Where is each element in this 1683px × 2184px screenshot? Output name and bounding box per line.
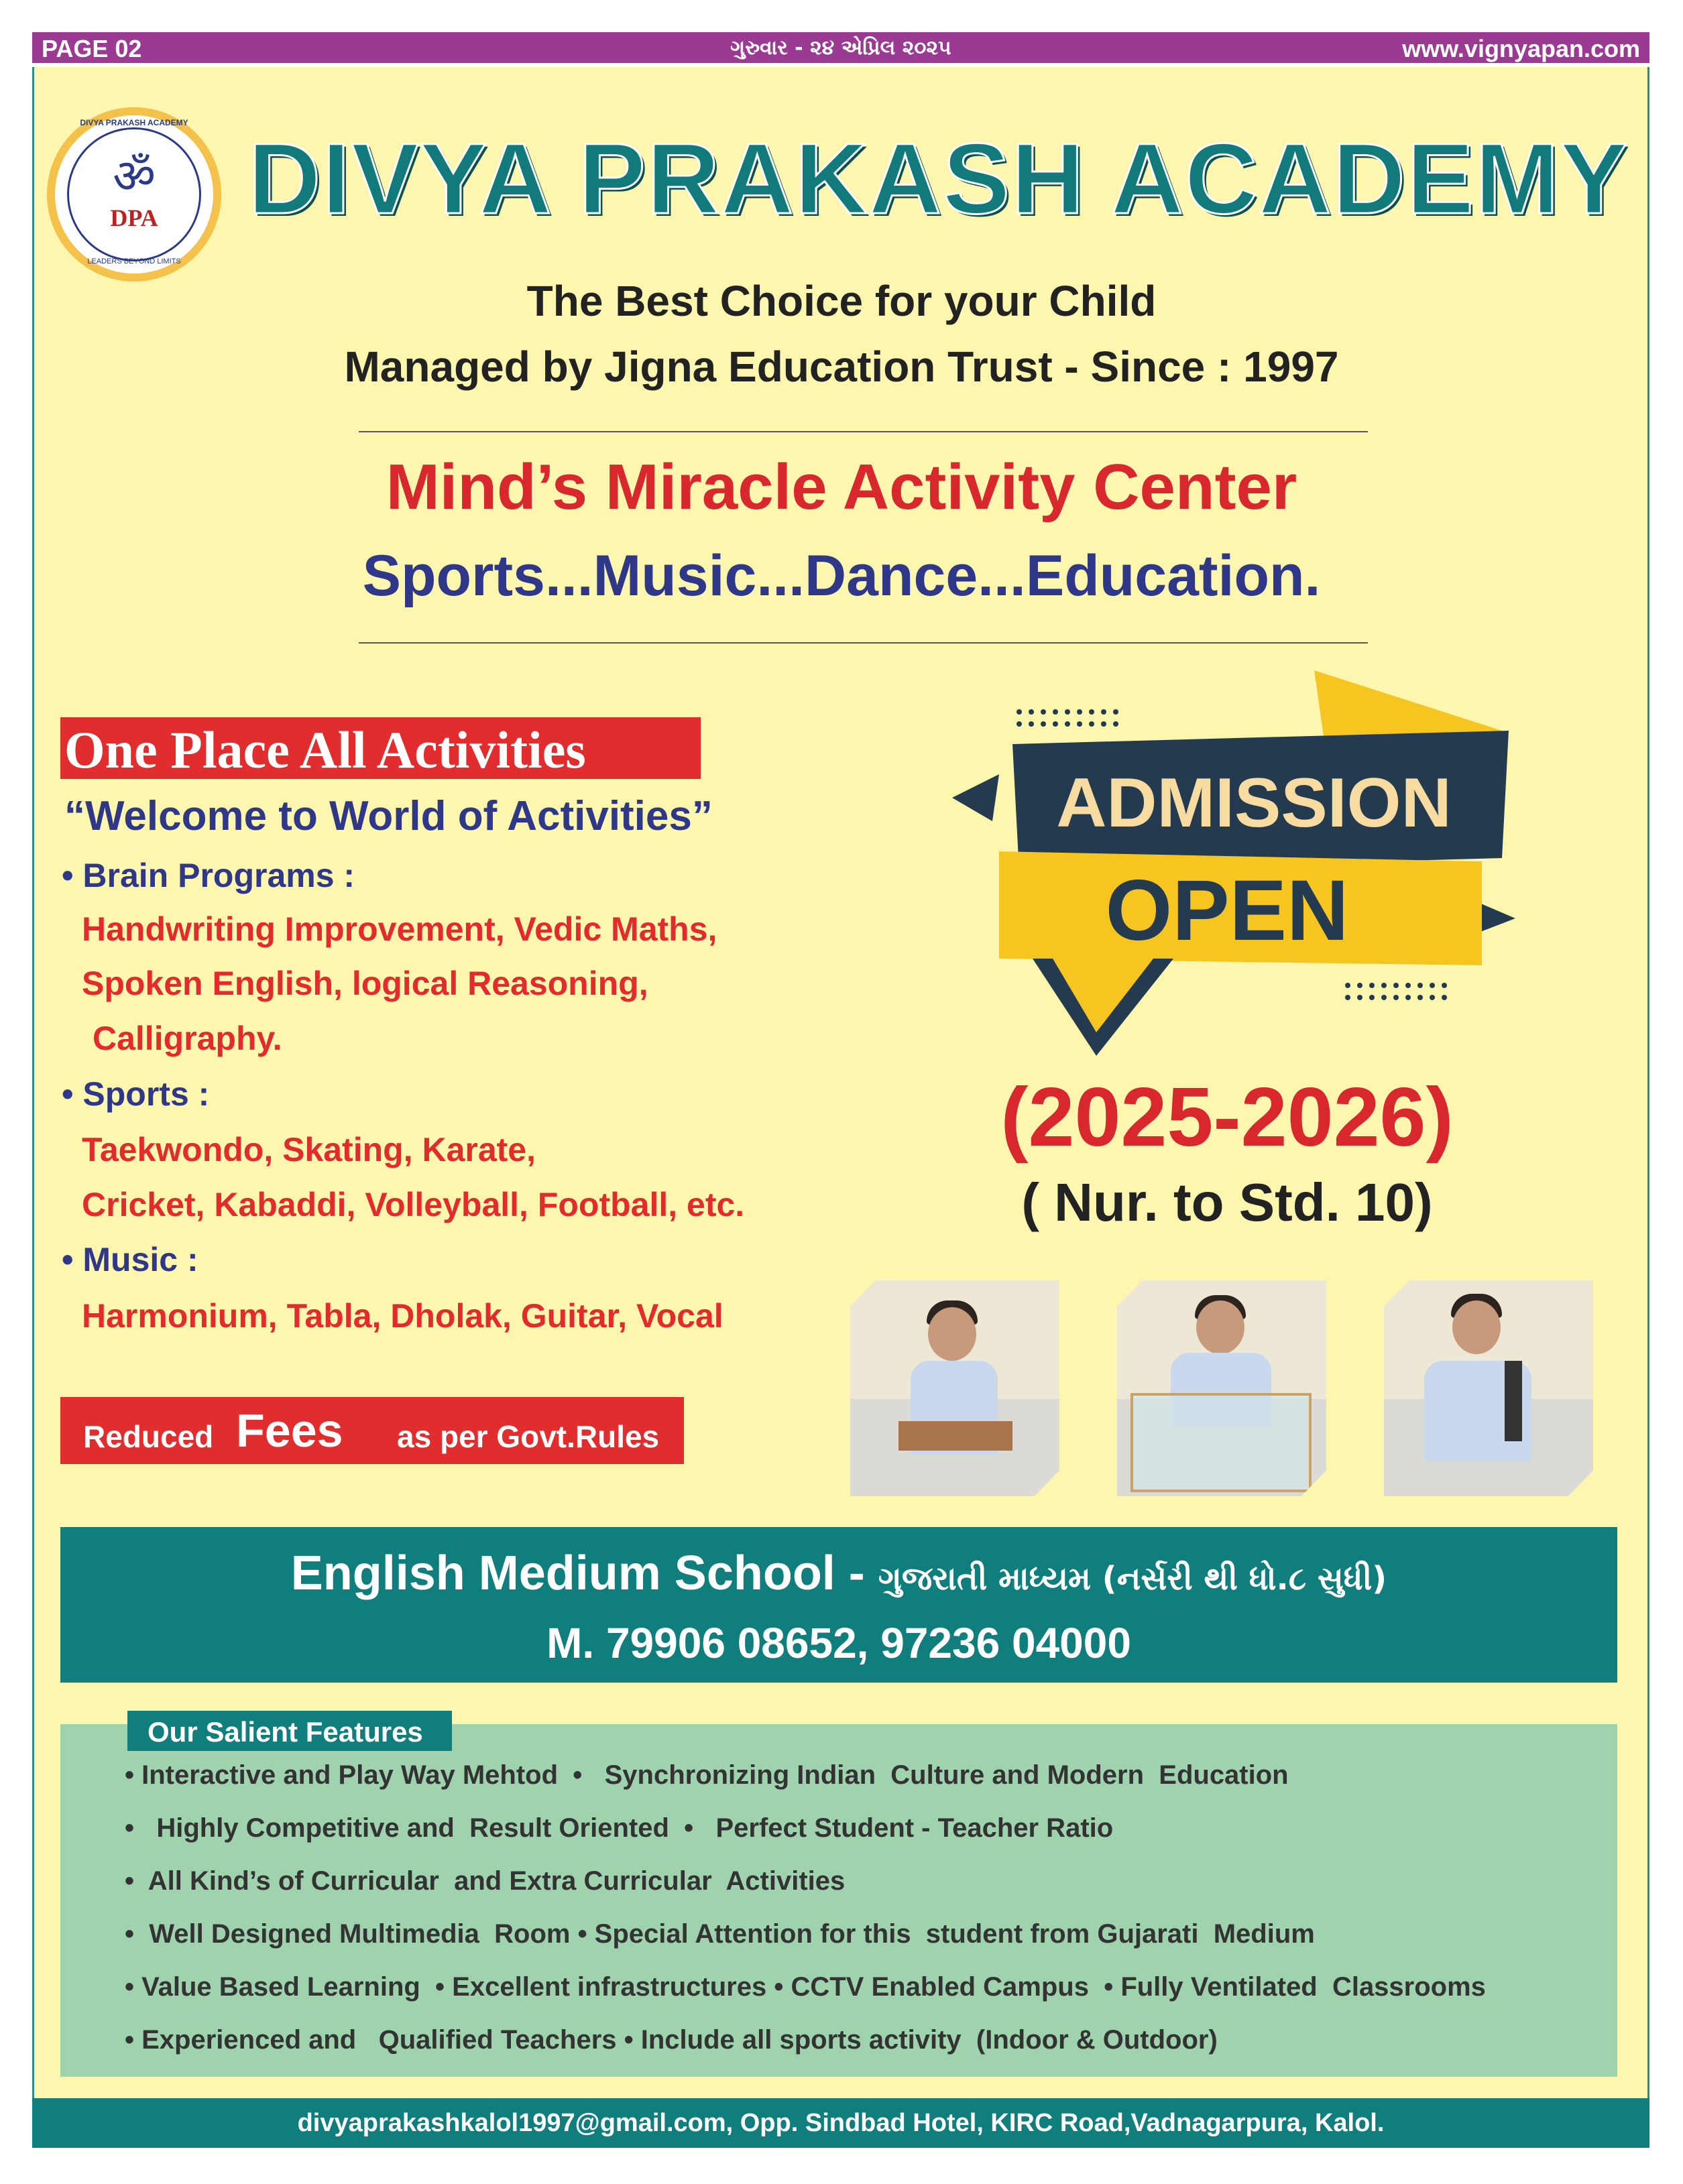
school-info-band <box>60 1527 1617 1683</box>
standards-range: ( Nur. to Std. 10) <box>1021 1172 1433 1232</box>
student-photo-2 <box>1117 1280 1326 1496</box>
feature-line: • Highly Competitive and Result Oriented • Perfect Student - Teacher Ratio <box>125 1813 1114 1843</box>
activities-heading-box <box>60 717 701 779</box>
brain-programs-heading: • Brain Programs : <box>62 857 355 894</box>
sports-heading: • Sports : <box>62 1075 210 1113</box>
student-photo-3 <box>1384 1280 1593 1496</box>
brain-programs-line-3: Calligraphy. <box>93 1020 282 1057</box>
logo-bottom-text: LEADERS BEYOND LIMITS <box>87 257 181 265</box>
center-subtitle: Sports...Music...Dance...Education. <box>362 544 1321 608</box>
feature-line: • Value Based Learning • Excellent infrastructures • CCTV Enabled Campus • Fully Ventilated Classrooms <box>125 1972 1486 2002</box>
medium-line <box>60 1546 1617 1601</box>
admission-text: ADMISSION <box>1056 764 1452 842</box>
managed-by: Managed by Jigna Education Trust - Since : 1997 <box>344 343 1339 391</box>
phone-numbers[interactable]: M. 79906 08652, 97236 04000 <box>546 1619 1131 1667</box>
issue-date: ગુરુવાર - ૨૪ એપ્રિલ ૨૦૨૫ <box>730 36 951 60</box>
student-photo-1 <box>850 1280 1059 1496</box>
fees-pre: Reduced <box>83 1419 214 1454</box>
brain-programs-line-2: Spoken English, logical Reasoning, <box>82 965 648 1002</box>
music-line-1: Harmonium, Tabla, Dholak, Guitar, Vocal <box>82 1297 723 1335</box>
footer-contact[interactable]: divyaprakashkalol1997@gmail.com, Opp. Sindbad Hotel, KIRC Road,Vadnagarpura, Kalol. <box>297 2109 1385 2137</box>
feature-line: • Interactive and Play Way Mehtod • Synchronizing Indian Culture and Modern Education <box>125 1760 1289 1790</box>
center-name: Mind’s Miracle Activity Center <box>386 451 1297 523</box>
medium-english: English Medium School - <box>290 1546 878 1600</box>
divider-top <box>359 431 1368 432</box>
left-triangle-shape <box>952 774 999 821</box>
website-link[interactable]: www.vignyapan.com <box>1402 35 1640 62</box>
medium-gujarati: ગુજરાતી માધ્યમ (નર્સરી થી ધો.૮ સુધી) <box>878 1560 1387 1597</box>
school-logo <box>47 107 221 282</box>
feature-line: • All Kind’s of Curricular and Extra Curricular Activities <box>125 1866 846 1896</box>
sports-line-2: Cricket, Kabaddi, Volleyball, Football, etc. <box>82 1186 745 1223</box>
features-heading: Our Salient Features <box>148 1716 423 1748</box>
music-heading: • Music : <box>62 1241 198 1278</box>
logo-letters: DPA <box>110 204 158 231</box>
om-icon: ॐ <box>113 149 156 204</box>
top-bar <box>32 32 1649 63</box>
fees-big: Fees <box>236 1404 343 1457</box>
sports-line-1: Taekwondo, Skating, Karate, <box>82 1131 536 1168</box>
dots-top-decoration <box>1017 709 1118 727</box>
brain-programs-line-1: Handwriting Improvement, Vedic Maths, <box>82 910 717 948</box>
features-heading-tab <box>127 1711 452 1751</box>
tagline: The Best Choice for your Child <box>526 277 1157 325</box>
page-number: PAGE 02 <box>42 35 142 62</box>
activities-heading: One Place All Activities <box>64 721 586 779</box>
feature-line: • Experienced and Qualified Teachers • Include all sports activity (Indoor & Outdoor) <box>125 2025 1218 2055</box>
footer-bar <box>32 2098 1649 2148</box>
logo-arc-text: DIVYA PRAKASH ACADEMY <box>80 118 188 127</box>
divider-bottom <box>359 642 1368 644</box>
academic-year: (2025-2026) <box>1000 1071 1454 1164</box>
welcome-text: “Welcome to World of Activities” <box>64 793 713 839</box>
academy-title: DIVYA PRAKASH ACADEMY <box>248 122 1629 235</box>
fees-banner <box>60 1397 684 1464</box>
dots-bottom-decoration <box>1345 983 1447 1000</box>
admission-open-badge <box>952 670 1529 1073</box>
fees-post: as per Govt.Rules <box>397 1419 660 1454</box>
open-text: OPEN <box>1105 863 1349 959</box>
feature-line: • Well Designed Multimedia Room • Special Attention for this student from Gujarati Medium <box>125 1919 1315 1949</box>
